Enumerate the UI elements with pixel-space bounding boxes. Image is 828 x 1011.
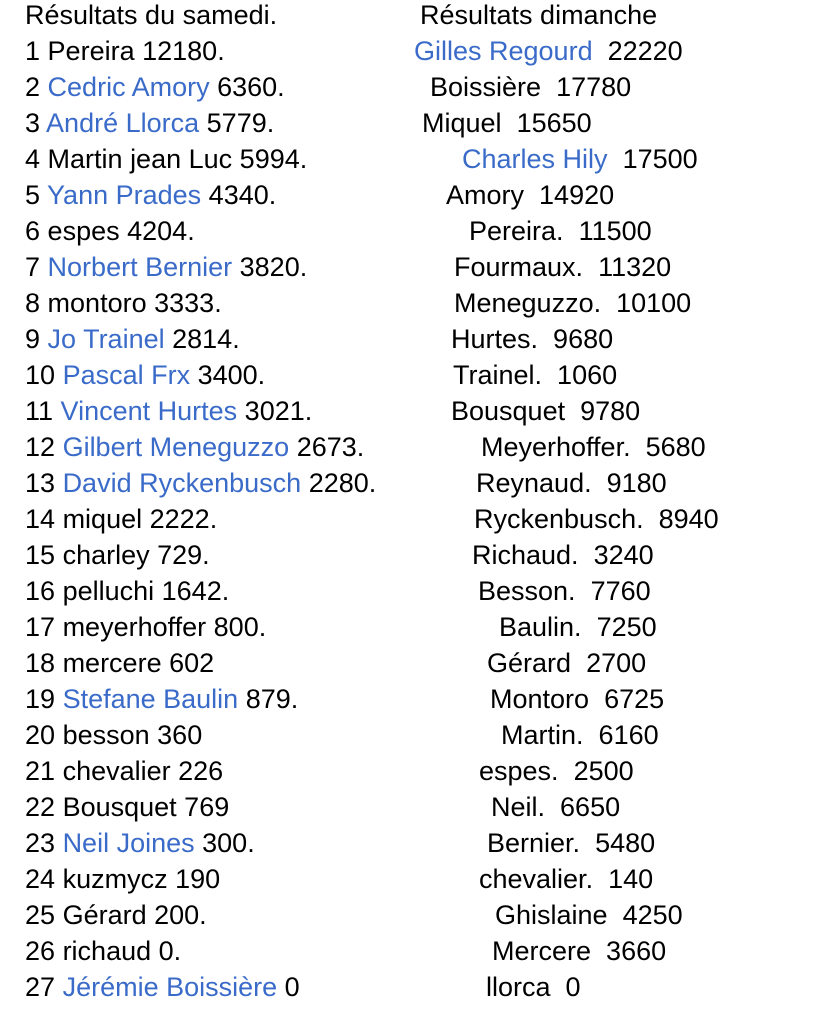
result-score: 2280. <box>308 468 377 498</box>
result-score: 6725 <box>604 684 665 714</box>
result-score: 6360. <box>217 72 285 102</box>
player-name: Amory <box>446 180 525 210</box>
result-rank: 8 <box>25 288 41 318</box>
result-score: 2814. <box>172 324 240 354</box>
player-name-link[interactable]: Norbert Bernier <box>47 252 233 282</box>
saturday-result-row <box>25 717 202 753</box>
sunday-result-row <box>451 321 613 357</box>
player-name: chevalier <box>62 756 171 786</box>
player-name: Martin jean Luc <box>47 144 233 174</box>
saturday-result-row <box>25 69 285 105</box>
sunday-result-row <box>491 789 620 825</box>
result-score: 5779. <box>206 108 275 138</box>
player-name: besson <box>62 720 150 750</box>
result-rank: 20 <box>25 720 56 750</box>
result-score: 9680 <box>553 324 614 354</box>
result-rank: 13 <box>25 468 56 498</box>
saturday-result-row <box>25 429 364 465</box>
sunday-result-row <box>479 753 634 789</box>
player-name: Gérard <box>487 648 572 678</box>
sunday-result-row <box>451 393 640 429</box>
result-rank: 3 <box>25 108 41 138</box>
player-name: Meyerhoffer. <box>481 432 631 462</box>
result-rank: 14 <box>25 504 56 534</box>
result-score: 8940 <box>658 504 719 534</box>
sunday-result-row <box>422 105 592 141</box>
result-score: 1642. <box>161 576 230 606</box>
player-name-link[interactable]: Yann Prades <box>47 180 202 210</box>
player-name-link[interactable]: Charles Hily <box>462 144 608 174</box>
sunday-result-row <box>481 429 706 465</box>
result-score: 2500 <box>573 756 634 786</box>
player-name: Miquel <box>422 108 502 138</box>
player-name: montoro <box>47 288 147 318</box>
player-name: Pereira <box>47 36 135 66</box>
saturday-result-row <box>25 465 376 501</box>
sunday-result-row <box>487 825 655 861</box>
result-rank: 23 <box>25 828 56 858</box>
result-rank: 25 <box>25 900 56 930</box>
result-rank: 19 <box>25 684 56 714</box>
player-name: Baulin. <box>499 612 582 642</box>
sunday-result-row <box>476 465 667 501</box>
sunday-result-row <box>472 537 654 573</box>
result-rank: 18 <box>25 648 56 678</box>
result-score: 22220 <box>607 36 683 66</box>
player-name: Meneguzzo. <box>454 288 602 318</box>
player-name-link[interactable]: Neil Joines <box>62 828 195 858</box>
result-score: 190 <box>175 864 221 894</box>
result-score: 879. <box>245 684 299 714</box>
sunday-result-row <box>495 897 683 933</box>
player-name: espes <box>47 216 120 246</box>
player-name-link[interactable]: Jo Trainel <box>47 324 165 354</box>
result-score: 9780 <box>580 396 641 426</box>
result-score: 300. <box>202 828 255 858</box>
player-name: Trainel. <box>453 360 543 390</box>
result-score: 6650 <box>560 792 621 822</box>
player-name: Neil. <box>491 792 546 822</box>
result-score: 769 <box>184 792 230 822</box>
player-name: Bousquet <box>451 396 566 426</box>
result-score: 4340. <box>208 180 277 210</box>
saturday-result-row <box>25 609 266 645</box>
player-name-link[interactable]: André Llorca <box>46 108 200 138</box>
result-rank: 6 <box>25 216 41 246</box>
sunday-result-row <box>454 249 671 285</box>
result-score: 10100 <box>616 288 692 318</box>
result-score: 360 <box>157 720 203 750</box>
result-score: 0. <box>158 936 182 966</box>
saturday-result-row <box>25 825 255 861</box>
result-score: 7250 <box>596 612 657 642</box>
result-score: 17780 <box>556 72 632 102</box>
sunday-result-row <box>490 681 664 717</box>
result-score: 200. <box>154 900 207 930</box>
result-score: 800. <box>213 612 267 642</box>
player-name: Mercere <box>492 936 592 966</box>
player-name-link[interactable]: Jérémie Boissière <box>62 972 278 1002</box>
player-name: richaud <box>62 936 152 966</box>
saturday-result-row <box>25 861 220 897</box>
sunday-result-row <box>486 969 581 1005</box>
player-name: Montoro <box>490 684 590 714</box>
sunday-result-row <box>478 573 651 609</box>
player-name: Fourmaux. <box>454 252 584 282</box>
player-name-link[interactable]: Vincent Hurtes <box>60 396 238 426</box>
player-name: Boissière <box>430 72 542 102</box>
saturday-result-row <box>25 645 214 681</box>
result-rank: 10 <box>25 360 56 390</box>
result-score: 3660 <box>606 936 667 966</box>
result-score: 5994. <box>239 144 308 174</box>
result-score: 3240 <box>593 540 654 570</box>
player-name: Pereira. <box>469 216 564 246</box>
sunday-result-row <box>487 645 646 681</box>
player-name: chevalier. <box>479 864 594 894</box>
result-rank: 5 <box>25 180 41 210</box>
sunday-result-row <box>501 717 659 753</box>
player-name: pelluchi <box>62 576 155 606</box>
sunday-result-row <box>462 141 698 177</box>
result-rank: 9 <box>25 324 41 354</box>
player-name: llorca <box>486 972 551 1002</box>
result-score: 2673. <box>296 432 365 462</box>
saturday-result-row <box>25 537 210 573</box>
result-score: 0 <box>284 972 300 1002</box>
player-name: espes. <box>479 756 559 786</box>
player-name-link[interactable]: David Ryckenbusch <box>62 468 302 498</box>
result-rank: 15 <box>25 540 56 570</box>
result-score: 4204. <box>127 216 195 246</box>
result-score: 9180 <box>606 468 667 498</box>
result-score: 3400. <box>197 360 266 390</box>
result-score: 14920 <box>539 180 615 210</box>
sunday-result-row <box>499 609 657 645</box>
result-score: 11320 <box>598 252 672 282</box>
saturday-header: Résultats du samedi. <box>25 0 278 30</box>
result-score: 7760 <box>590 576 651 606</box>
result-score: 4250 <box>622 900 683 930</box>
saturday-result-row <box>25 177 276 213</box>
player-name: Martin. <box>501 720 584 750</box>
player-name-link[interactable]: Gilbert Meneguzzo <box>62 432 290 462</box>
result-rank: 4 <box>25 144 41 174</box>
saturday-result-row <box>25 213 195 249</box>
sunday-result-row <box>454 285 691 321</box>
player-name: meyerhoffer <box>62 612 207 642</box>
player-name-link[interactable]: Stefane Baulin <box>62 684 239 714</box>
sunday-result-row <box>430 69 631 105</box>
player-name: kuzmycz <box>62 864 168 894</box>
player-name: miquel <box>62 504 143 534</box>
player-name-link[interactable]: Pascal Frx <box>62 360 191 390</box>
result-score: 3333. <box>154 288 222 318</box>
saturday-result-row <box>25 393 312 429</box>
result-score: 17500 <box>622 144 698 174</box>
result-score: 2700 <box>586 648 647 678</box>
sunday-result-row <box>414 33 683 69</box>
sunday-result-row <box>479 861 653 897</box>
result-rank: 26 <box>25 936 56 966</box>
player-name: charley <box>62 540 150 570</box>
result-score: 226 <box>178 756 224 786</box>
player-name: Gérard <box>62 900 147 930</box>
result-score: 1060 <box>557 360 618 390</box>
result-rank: 2 <box>25 72 41 102</box>
result-rank: 17 <box>25 612 56 642</box>
result-score: 12180. <box>142 36 225 66</box>
result-score: 729. <box>157 540 210 570</box>
result-rank: 21 <box>25 756 56 786</box>
saturday-result-row <box>25 141 307 177</box>
saturday-result-row <box>25 753 223 789</box>
player-name-link[interactable]: Cedric Amory <box>47 72 210 102</box>
result-score: 11500 <box>578 216 652 246</box>
saturday-result-row <box>25 897 207 933</box>
result-rank: 27 <box>25 972 56 1002</box>
sunday-result-row <box>453 357 617 393</box>
saturday-result-row <box>25 969 300 1005</box>
result-rank: 22 <box>25 792 56 822</box>
sunday-result-row <box>446 177 614 213</box>
result-score: 602 <box>169 648 215 678</box>
saturday-result-row <box>25 105 274 141</box>
sunday-result-row <box>469 213 652 249</box>
result-score: 2222. <box>149 504 218 534</box>
sunday-header: Résultats dimanche <box>420 0 658 30</box>
player-name: Reynaud. <box>476 468 592 498</box>
saturday-result-row <box>25 501 217 537</box>
saturday-result-row <box>25 285 222 321</box>
result-rank: 7 <box>25 252 41 282</box>
result-rank: 11 <box>25 396 54 426</box>
saturday-result-row <box>25 249 307 285</box>
result-score: 5680 <box>645 432 706 462</box>
player-name: Ghislaine <box>495 900 608 930</box>
result-rank: 12 <box>25 432 56 462</box>
result-score: 140 <box>608 864 654 894</box>
saturday-result-row <box>25 573 229 609</box>
player-name-link[interactable]: Gilles Regourd <box>414 36 593 66</box>
sunday-result-row <box>474 501 719 537</box>
result-score: 0 <box>565 972 581 1002</box>
result-rank: 1 <box>25 36 41 66</box>
saturday-result-row <box>25 321 240 357</box>
player-name: Bousquet <box>62 792 177 822</box>
saturday-result-row <box>25 789 229 825</box>
saturday-result-row <box>25 357 265 393</box>
result-score: 3820. <box>239 252 308 282</box>
sunday-result-row <box>492 933 666 969</box>
saturday-result-row <box>25 933 181 969</box>
result-rank: 16 <box>25 576 56 606</box>
player-name: Richaud. <box>472 540 579 570</box>
result-score: 5480 <box>595 828 656 858</box>
saturday-result-row <box>25 33 225 69</box>
saturday-result-row <box>25 681 298 717</box>
player-name: Hurtes. <box>451 324 539 354</box>
result-score: 6160 <box>598 720 659 750</box>
result-score: 15650 <box>516 108 592 138</box>
player-name: mercere <box>62 648 162 678</box>
result-score: 3021. <box>244 396 313 426</box>
player-name: Bernier. <box>487 828 581 858</box>
player-name: Ryckenbusch. <box>474 504 644 534</box>
result-rank: 24 <box>25 864 56 894</box>
player-name: Besson. <box>478 576 576 606</box>
